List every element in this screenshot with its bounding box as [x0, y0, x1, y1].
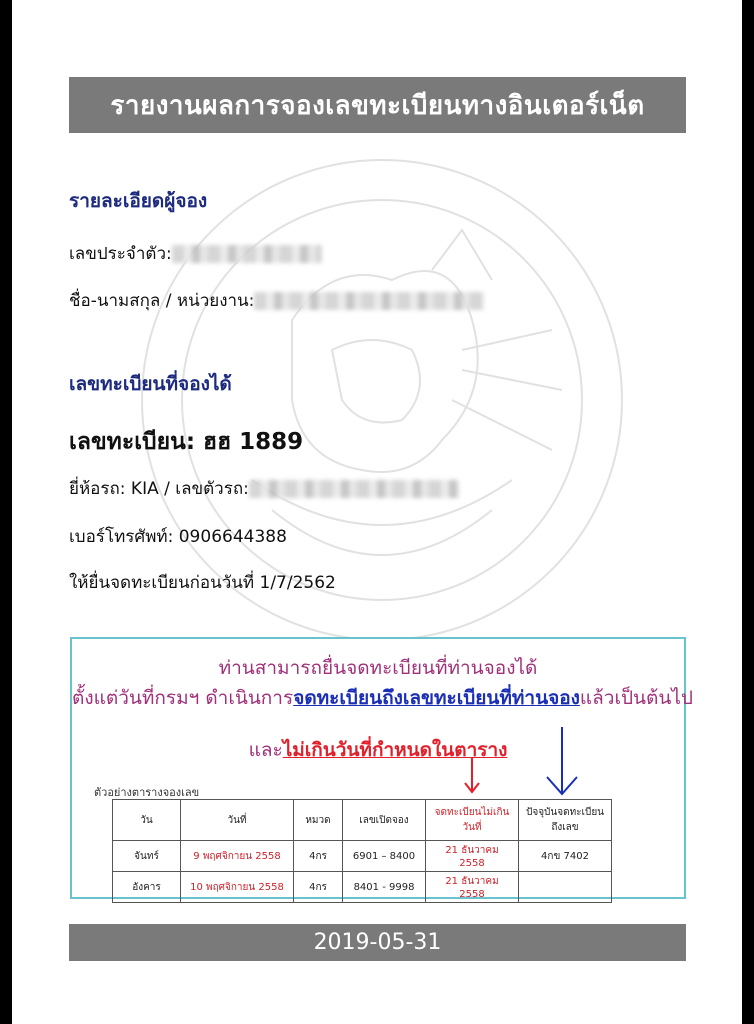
redacted-vehicle-number	[249, 480, 459, 498]
info-inset-box	[70, 637, 693, 900]
table-row	[113, 872, 612, 903]
booker-id-label: เลขประจำตัว:	[69, 244, 172, 264]
booker-name-label: ชื่อ-นามสกุล / หน่วยงาน:	[69, 291, 255, 311]
table-header-cell: วัน	[113, 800, 181, 841]
report-date-bar: 2019-05-31	[69, 924, 686, 961]
report-title-bar: รายงานผลการจองเลขทะเบียนทางอินเตอร์เน็ต	[69, 77, 686, 133]
table-cell: อังคาร	[113, 872, 181, 903]
vehicle-brand-label: ยี่ห้อรถ: KIA / เลขตัวรถ:	[69, 479, 249, 499]
table-cell: จันทร์	[113, 841, 181, 872]
vehicle-brand-row	[69, 475, 459, 502]
booker-section-title: รายละเอียดผู้จอง	[69, 190, 208, 212]
table-cell: 10 พฤศจิกายน 2558	[181, 872, 294, 903]
inset-line-2	[72, 683, 693, 713]
table-header-cell: หมวด	[294, 800, 343, 841]
example-table-title: ตัวอย่างตารางจองเลข	[94, 786, 200, 799]
table-header-cell: วันที่	[181, 800, 294, 841]
booker-id-row	[69, 240, 322, 267]
table-header-cell: จดทะเบียนไม่เกิน วันที่	[426, 800, 519, 841]
table-cell: 4กร	[294, 841, 343, 872]
blue-down-arrow-icon	[542, 725, 582, 797]
inset-line-2-highlight: จดทะเบียนถึงเลขทะเบียนที่ท่านจอง	[293, 687, 580, 709]
deadline-row: ให้ยื่นจดทะเบียนก่อนวันที่ 1/7/2562	[69, 573, 336, 593]
plate-section-title: เลขทะเบียนที่จองได้	[69, 373, 232, 395]
red-down-arrow-icon	[462, 755, 482, 795]
table-cell: 8401 - 9998	[343, 872, 426, 903]
table-cell: 9 พฤศจิกายน 2558	[181, 841, 294, 872]
phone-row: เบอร์โทรศัพท์: 0906644388	[69, 527, 287, 547]
inset-line-2-c: แล้วเป็นต้นไป	[579, 687, 693, 709]
table-cell	[519, 872, 612, 903]
table-header-row	[113, 800, 612, 841]
table-cell: 21 ธันวาคม 2558	[426, 872, 519, 903]
table-cell: 21 ธันวาคม 2558	[426, 841, 519, 872]
redacted-name	[254, 292, 484, 310]
inset-line-3	[72, 735, 684, 765]
inset-line-2-a: ตั้งแต่วันที่กรมฯ ดำเนินการ	[72, 687, 294, 709]
plate-number: เลขทะเบียน: ฮฮ 1889	[69, 429, 304, 455]
table-cell: 6901 – 8400	[343, 841, 426, 872]
table-cell: 4กข 7402	[519, 841, 612, 872]
example-booking-table	[112, 799, 612, 903]
inset-line-3-highlight: ไม่เกินวันที่กำหนดในตาราง	[282, 739, 508, 761]
inset-line-1: ท่านสามารถยื่นจดทะเบียนที่ท่านจองได้	[218, 657, 538, 679]
document-page	[12, 0, 742, 1024]
table-header-cell: ปัจจุบันจดทะเบียน ถึงเลข	[519, 800, 612, 841]
booker-name-row	[69, 287, 484, 314]
table-cell: 4กร	[294, 872, 343, 903]
table-header-cell: เลขเปิดจอง	[343, 800, 426, 841]
redacted-id	[172, 245, 322, 263]
inset-line-3-a: และ	[248, 739, 283, 761]
table-row	[113, 841, 612, 872]
